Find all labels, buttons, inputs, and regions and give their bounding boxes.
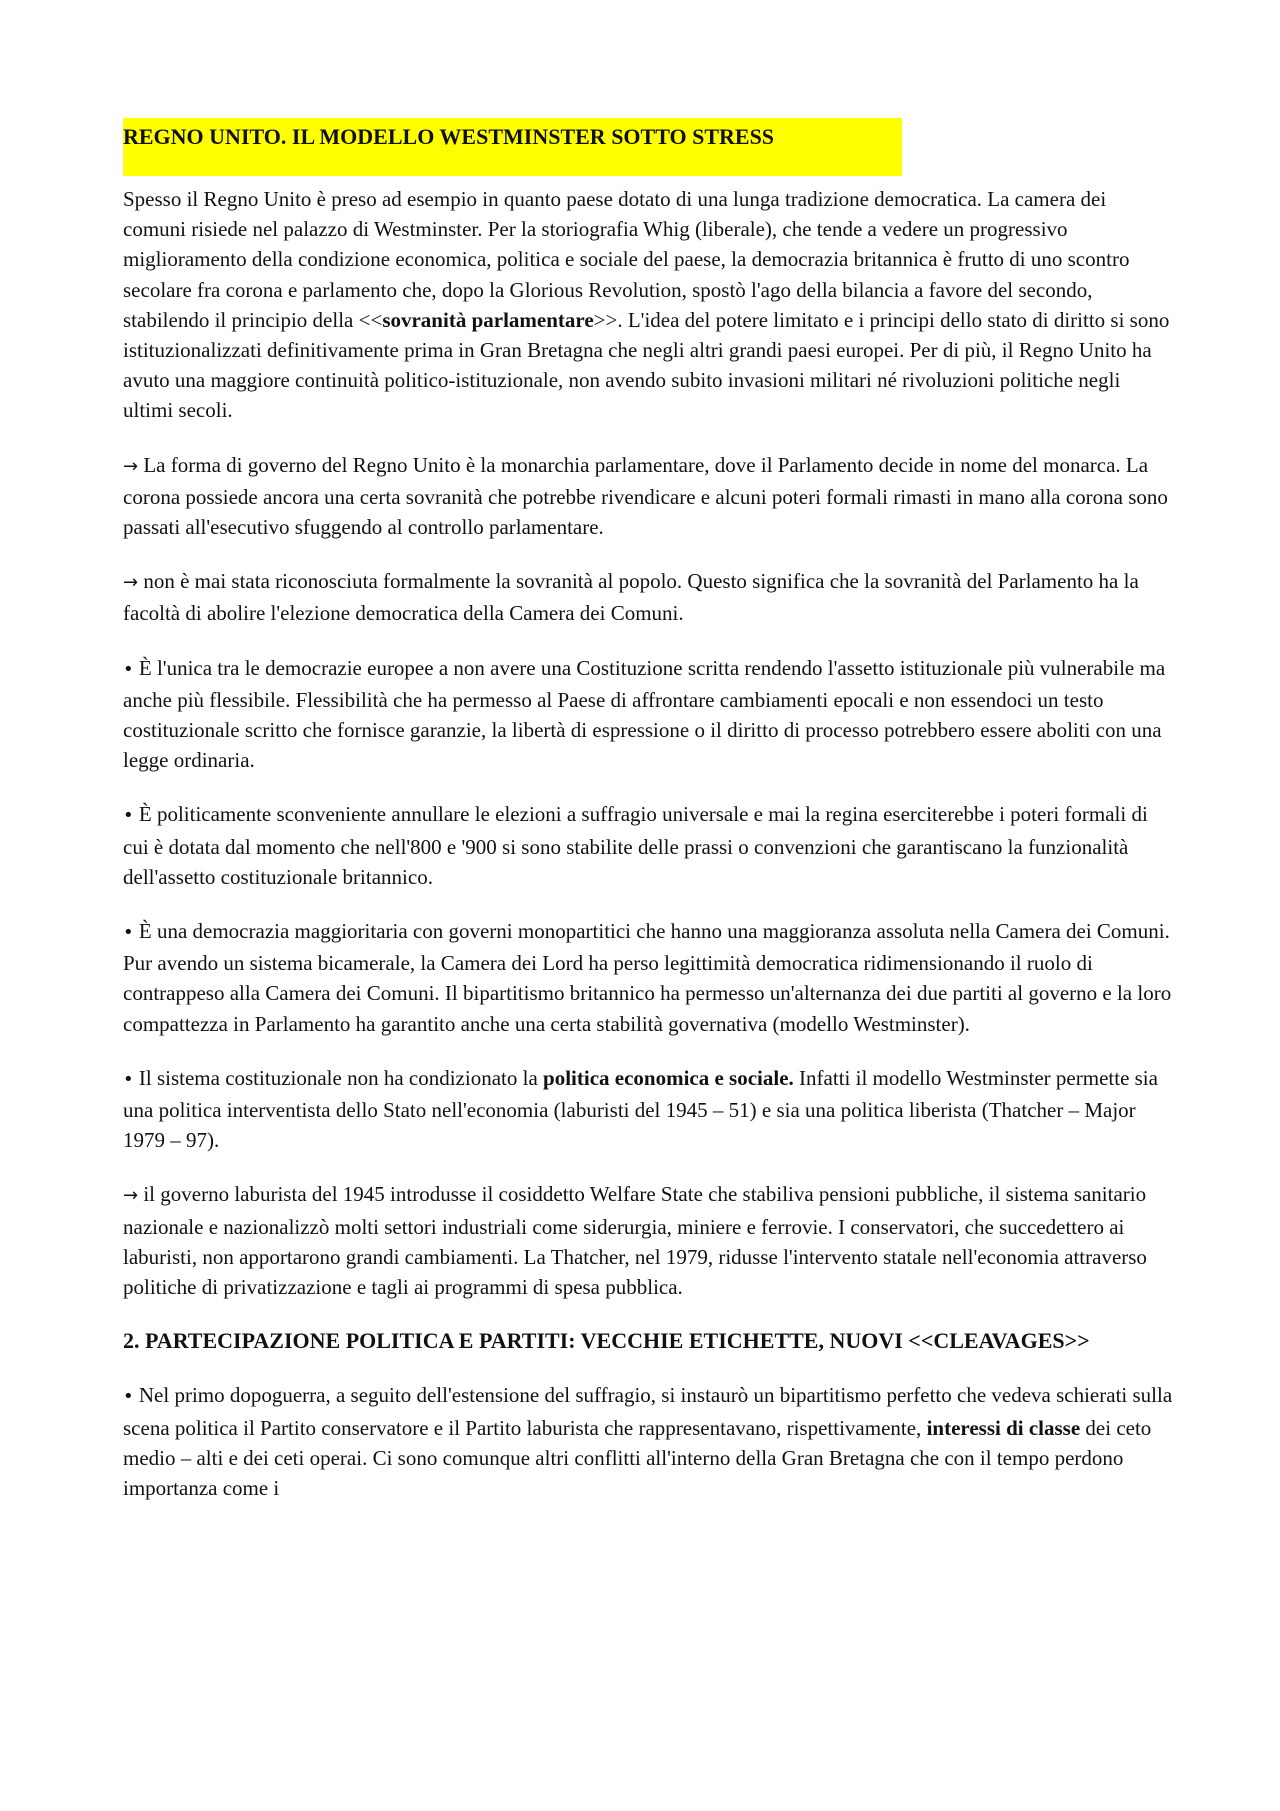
paragraph-intro-bold: sovranità parlamentare — [382, 307, 594, 332]
paragraph-elezioni — [123, 799, 1173, 892]
paragraph-politica-economica-text-2: Infatti il modello Westminster permette sia una politica interventista dello Stato nell'economia (laburisti del 1945 – 51) e sia una politica liberista (Thatcher – Major 1979 – 97). — [123, 1065, 1158, 1153]
paragraph-forma-governo — [123, 450, 1173, 543]
paragraph-dopoguerra-bold: interessi di classe — [926, 1415, 1081, 1440]
paragraph-intro — [123, 184, 1173, 426]
paragraph-democrazia-maggioritaria — [123, 916, 1173, 1039]
arrow-icon: → — [123, 572, 139, 594]
paragraph-politica-economica-text-1: Il sistema costituzionale non ha condizionato la — [133, 1065, 544, 1090]
paragraph-sovranita-popolo — [123, 566, 1173, 628]
section-heading-2: 2. PARTECIPAZIONE POLITICA E PARTITI: VECCHIE ETICHETTE, NUOVI <<CLEAVAGES>> — [123, 1328, 1090, 1354]
paragraph-intro-text-2: >>. L'idea del potere limitato e i principi dello stato di diritto si sono istituzionalizzati definitivamente prima in Gran Bretagna che negli altri grandi paesi europei. Per di più, il Regno Unito ha avuto una maggiore continuità politico-istituzionale, non avendo subito invasioni militari né rivoluzioni politiche negli ultimi secoli. — [123, 307, 1170, 423]
paragraph-intro-text-1: Spesso il Regno Unito è preso ad esempio in quanto paese dotato di una lunga tradizione democratica. La camera dei comuni risiede nel palazzo di Westminster. Per la storiografia Whig (liberale), che tende a vedere un progressivo miglioramento della condizione economica, politica e sociale del paese, la democrazia britannica è frutto di uno scontro secolare fra corona e parlamento che, dopo la Glorious Revolution, spostò l'ago della bilancia a favore del secondo, stabilendo il principio della << — [123, 187, 1130, 332]
paragraph-costituzione — [123, 653, 1173, 776]
bullet-icon: • — [123, 922, 134, 944]
paragraph-dopoguerra-text-1: Nel primo dopoguerra, a seguito dell'estensione del suffragio, si instaurò un bipartitismo perfetto che vedeva schierati sulla scena politica il Partito conservatore e il Partito laburista che rappresentavano, rispettivamente, — [123, 1383, 1173, 1440]
paragraph-sovranita-popolo-text: non è mai stata riconosciuta formalmente la sovranità al popolo. Questo significa che la sovranità del Parlamento ha la facoltà di abolire l'elezione democratica della Camera dei Comuni. — [123, 569, 1139, 626]
arrow-icon: → — [123, 1185, 139, 1207]
arrow-icon: → — [123, 455, 139, 477]
paragraph-costituzione-text: È l'unica tra le democrazie europee a non avere una Costituzione scritta rendendo l'assetto istituzionale più vulnerabile ma anche più flessibile. Flessibilità che ha permesso al Paese di affrontare cambiamenti epocali e non essendoci un testo costituzionale scritto che fornisce garanzie, la libertà di espressione o il diritto di processo potrebbero essere aboliti con una legge ordinaria. — [123, 655, 1166, 773]
paragraph-dopoguerra-text-2: dei ceto medio – alti e dei ceti operai. Ci sono comunque altri conflitti all'interno della Gran Bretagna che con il tempo perdono importanza come i — [123, 1415, 1152, 1500]
document-page — [123, 118, 1173, 1527]
bullet-icon: • — [123, 658, 134, 680]
paragraph-elezioni-text: È politicamente sconveniente annullare le elezioni a suffragio universale e mai la regina eserciterebbe i poteri formali di cui è dotata dal momento che nell'800 e '900 si sono stabilite delle prassi o convenzioni che garantiscano la funzionalità dell'assetto costituzionale britannico. — [123, 802, 1148, 889]
paragraph-dopoguerra — [123, 1380, 1173, 1503]
paragraph-democrazia-maggioritaria-text: È una democrazia maggioritaria con governi monopartitici che hanno una maggioranza assoluta nella Camera dei Comuni. Pur avendo un sistema bicamerale, la Camera dei Lord ha perso legittimità democratica ridimensionando il ruolo di contrappeso alla Camera dei Comuni. Il bipartitismo britannico ha permesso un'alternanza dei due partiti al governo e la loro compattezza in Parlamento ha garantito anche una certa stabilità governativa (modello Westminster). — [123, 919, 1172, 1036]
bullet-icon: • — [123, 805, 134, 827]
bullet-icon: • — [123, 1386, 134, 1408]
paragraph-welfare-state-text: il governo laburista del 1945 introdusse il cosiddetto Welfare State che stabiliva pensioni pubbliche, il sistema sanitario nazionale e nazionalizzò molti settori industriali come siderurgia, miniere e ferrovie. I conservatori, che succedettero ai laburisti, non apportarono grandi cambiamenti. La Thatcher, nel 1979, ridusse l'intervento statale nell'economia attraverso politiche di privatizzazione e tagli ai programmi di spesa pubblica. — [123, 1182, 1147, 1300]
paragraph-politica-economica — [123, 1063, 1173, 1156]
paragraph-forma-governo-text: La forma di governo del Regno Unito è la monarchia parlamentare, dove il Parlamento decide in nome del monarca. La corona possiede ancora una certa sovranità che potrebbe rivendicare e alcuni poteri formali rimasti in mano alla corona sono passati all'esecutivo sfuggendo al controllo parlamentare. — [123, 452, 1168, 540]
document-title: REGNO UNITO. IL MODELLO WESTMINSTER SOTTO STRESS — [123, 124, 775, 149]
paragraph-welfare-state — [123, 1179, 1173, 1302]
title-highlight — [123, 118, 902, 176]
bullet-icon: • — [123, 1068, 134, 1090]
paragraph-politica-economica-bold: politica economica e sociale. — [543, 1065, 794, 1090]
